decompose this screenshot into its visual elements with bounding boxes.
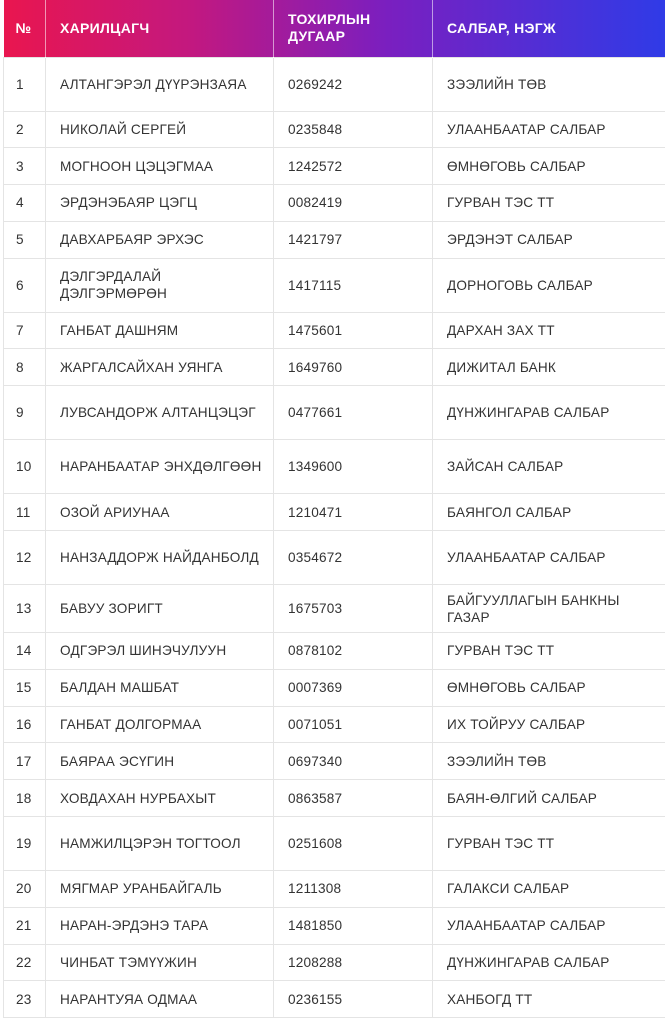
cell-row-number: 18 bbox=[4, 780, 46, 817]
cell-ticket-number: 1481850 bbox=[274, 907, 433, 944]
table-row bbox=[4, 944, 665, 981]
column-header-branch: САЛБАР, НЭГЖ bbox=[447, 19, 556, 36]
table-row bbox=[4, 669, 665, 706]
cell-ticket-number: 0007369 bbox=[274, 669, 433, 706]
cell-customer-name: ОДГЭРЭЛ ШИНЭЧУЛУУН bbox=[46, 633, 274, 670]
cell-row-number: 9 bbox=[4, 386, 46, 440]
table-row bbox=[4, 531, 665, 585]
cell-row-number: 1 bbox=[4, 57, 46, 111]
table-row bbox=[4, 258, 665, 312]
cell-customer-name: ЭРДЭНЭБАЯР ЦЭГЦ bbox=[46, 185, 274, 222]
table-header bbox=[4, 0, 665, 57]
cell-ticket-number: 1210471 bbox=[274, 494, 433, 531]
cell-customer-name: ГАНБАТ ДАШНЯМ bbox=[46, 312, 274, 349]
cell-row-number: 7 bbox=[4, 312, 46, 349]
cell-customer-name: НАРАН-ЭРДЭНЭ ТАРА bbox=[46, 907, 274, 944]
table-row bbox=[4, 386, 665, 440]
cell-customer-name: МОГНООН ЦЭЦЭГМАА bbox=[46, 148, 274, 185]
table-row bbox=[4, 585, 665, 633]
table-row bbox=[4, 349, 665, 386]
cell-ticket-number: 0354672 bbox=[274, 531, 433, 585]
cell-branch: ДҮНЖИНГАРАВ САЛБАР bbox=[433, 386, 665, 440]
cell-branch: ИХ ТОЙРУУ САЛБАР bbox=[433, 706, 665, 743]
cell-branch: ДҮНЖИНГАРАВ САЛБАР bbox=[433, 944, 665, 981]
cell-customer-name: ДЭЛГЭРДАЛАЙ ДЭЛГЭРМӨРӨН bbox=[46, 258, 274, 312]
table-row bbox=[4, 706, 665, 743]
cell-ticket-number: 0697340 bbox=[274, 743, 433, 780]
cell-customer-name: АЛТАНГЭРЭЛ ДҮҮРЭНЗАЯА bbox=[46, 57, 274, 111]
table-row bbox=[4, 817, 665, 871]
cell-branch: БАЯНГОЛ САЛБАР bbox=[433, 494, 665, 531]
table-row bbox=[4, 185, 665, 222]
cell-branch: ГУРВАН ТЭС ТТ bbox=[433, 185, 665, 222]
table-row bbox=[4, 743, 665, 780]
cell-branch: УЛААНБААТАР САЛБАР bbox=[433, 531, 665, 585]
cell-row-number: 17 bbox=[4, 743, 46, 780]
cell-ticket-number: 0251608 bbox=[274, 817, 433, 871]
cell-branch: ЭРДЭНЭТ САЛБАР bbox=[433, 221, 665, 258]
column-header-customer: ХАРИЛЦАГЧ bbox=[46, 0, 274, 57]
cell-ticket-number: 1417115 bbox=[274, 258, 433, 312]
cell-ticket-number: 0235848 bbox=[274, 111, 433, 148]
cell-row-number: 22 bbox=[4, 944, 46, 981]
cell-customer-name: НАРАНТУЯА ОДМАА bbox=[46, 981, 274, 1018]
cell-ticket-number: 1675703 bbox=[274, 585, 433, 633]
cell-branch: ЗЭЭЛИЙН ТӨВ bbox=[433, 57, 665, 111]
table-row bbox=[4, 981, 665, 1018]
table-row bbox=[4, 221, 665, 258]
cell-row-number: 21 bbox=[4, 907, 46, 944]
cell-row-number: 2 bbox=[4, 111, 46, 148]
cell-branch: ДАРХАН ЗАХ ТТ bbox=[433, 312, 665, 349]
cell-ticket-number: 1349600 bbox=[274, 440, 433, 494]
cell-ticket-number: 1649760 bbox=[274, 349, 433, 386]
table-row bbox=[4, 494, 665, 531]
cell-ticket-number: 0071051 bbox=[274, 706, 433, 743]
table-body bbox=[4, 57, 665, 1018]
cell-branch: ЗЭЭЛИЙН ТӨВ bbox=[433, 743, 665, 780]
cell-customer-name: НИКОЛАЙ СЕРГЕЙ bbox=[46, 111, 274, 148]
table-row bbox=[4, 57, 665, 111]
cell-customer-name: ОЗОЙ АРИУНАА bbox=[46, 494, 274, 531]
cell-branch: ГУРВАН ТЭС ТТ bbox=[433, 817, 665, 871]
cell-row-number: 12 bbox=[4, 531, 46, 585]
cell-ticket-number: 0863587 bbox=[274, 780, 433, 817]
table-row bbox=[4, 907, 665, 944]
cell-customer-name: НАРАНБААТАР ЭНХДӨЛГӨӨН bbox=[46, 440, 274, 494]
table-header-row bbox=[4, 0, 665, 57]
cell-customer-name: БАЛДАН МАШБАТ bbox=[46, 669, 274, 706]
cell-customer-name: ХОВДАХАН НУРБАХЫТ bbox=[46, 780, 274, 817]
cell-branch: УЛААНБААТАР САЛБАР bbox=[433, 111, 665, 148]
cell-customer-name: НАНЗАДДОРЖ НАЙДАНБОЛД bbox=[46, 531, 274, 585]
cell-branch: ХАНБОГД ТТ bbox=[433, 981, 665, 1018]
cell-ticket-number: 0269242 bbox=[274, 57, 433, 111]
cell-row-number: 23 bbox=[4, 981, 46, 1018]
cell-branch: БАЙГУУЛЛАГЫН БАНКНЫ ГАЗАР bbox=[433, 585, 665, 633]
cell-ticket-number: 1421797 bbox=[274, 221, 433, 258]
column-header-number-sign: № bbox=[4, 0, 46, 57]
cell-customer-name: НАМЖИЛЦЭРЭН ТОГТООЛ bbox=[46, 817, 274, 871]
cell-customer-name: ЧИНБАТ ТЭМҮҮЖИН bbox=[46, 944, 274, 981]
cell-customer-name: ЛУВСАНДОРЖ АЛТАНЦЭЦЭГ bbox=[46, 386, 274, 440]
cell-row-number: 13 bbox=[4, 585, 46, 633]
cell-ticket-number: 0878102 bbox=[274, 633, 433, 670]
cell-customer-name: ЖАРГАЛСАЙХАН УЯНГА bbox=[46, 349, 274, 386]
cell-row-number: 4 bbox=[4, 185, 46, 222]
cell-ticket-number: 1211308 bbox=[274, 871, 433, 908]
cell-row-number: 11 bbox=[4, 494, 46, 531]
cell-customer-name: ГАНБАТ ДОЛГОРМАА bbox=[46, 706, 274, 743]
cell-ticket-number: 0236155 bbox=[274, 981, 433, 1018]
cell-branch: ЗАЙСАН САЛБАР bbox=[433, 440, 665, 494]
table-row bbox=[4, 148, 665, 185]
winners-table bbox=[3, 0, 665, 1018]
winners-table-container bbox=[3, 0, 665, 1018]
cell-branch: ӨМНӨГОВЬ САЛБАР bbox=[433, 148, 665, 185]
table-row bbox=[4, 871, 665, 908]
cell-row-number: 19 bbox=[4, 817, 46, 871]
cell-branch: ГАЛАКСИ САЛБАР bbox=[433, 871, 665, 908]
cell-ticket-number: 1242572 bbox=[274, 148, 433, 185]
table-row bbox=[4, 440, 665, 494]
cell-ticket-number: 0082419 bbox=[274, 185, 433, 222]
cell-branch: БАЯН-ӨЛГИЙ САЛБАР bbox=[433, 780, 665, 817]
cell-row-number: 6 bbox=[4, 258, 46, 312]
column-header-ticket-number: ТОХИРЛЫН ДУГААР bbox=[274, 0, 433, 57]
cell-customer-name: ДАВХАРБАЯР ЭРХЭС bbox=[46, 221, 274, 258]
cell-branch: ӨМНӨГОВЬ САЛБАР bbox=[433, 669, 665, 706]
cell-ticket-number: 1208288 bbox=[274, 944, 433, 981]
table-row bbox=[4, 111, 665, 148]
cell-row-number: 16 bbox=[4, 706, 46, 743]
cell-branch: ДИЖИТАЛ БАНК bbox=[433, 349, 665, 386]
table-row bbox=[4, 633, 665, 670]
cell-row-number: 20 bbox=[4, 871, 46, 908]
cell-ticket-number: 0477661 bbox=[274, 386, 433, 440]
cell-branch: ГУРВАН ТЭС ТТ bbox=[433, 633, 665, 670]
cell-customer-name: МЯГМАР УРАНБАЙГАЛЬ bbox=[46, 871, 274, 908]
cell-row-number: 14 bbox=[4, 633, 46, 670]
cell-row-number: 5 bbox=[4, 221, 46, 258]
table-row bbox=[4, 780, 665, 817]
cell-customer-name: БАВУУ ЗОРИГТ bbox=[46, 585, 274, 633]
cell-row-number: 10 bbox=[4, 440, 46, 494]
cell-row-number: 3 bbox=[4, 148, 46, 185]
cell-branch: УЛААНБААТАР САЛБАР bbox=[433, 907, 665, 944]
cell-row-number: 8 bbox=[4, 349, 46, 386]
cell-branch: ДОРНОГОВЬ САЛБАР bbox=[433, 258, 665, 312]
cell-ticket-number: 1475601 bbox=[274, 312, 433, 349]
cell-row-number: 15 bbox=[4, 669, 46, 706]
table-row bbox=[4, 312, 665, 349]
cell-customer-name: БАЯРАА ЭСҮГИН bbox=[46, 743, 274, 780]
